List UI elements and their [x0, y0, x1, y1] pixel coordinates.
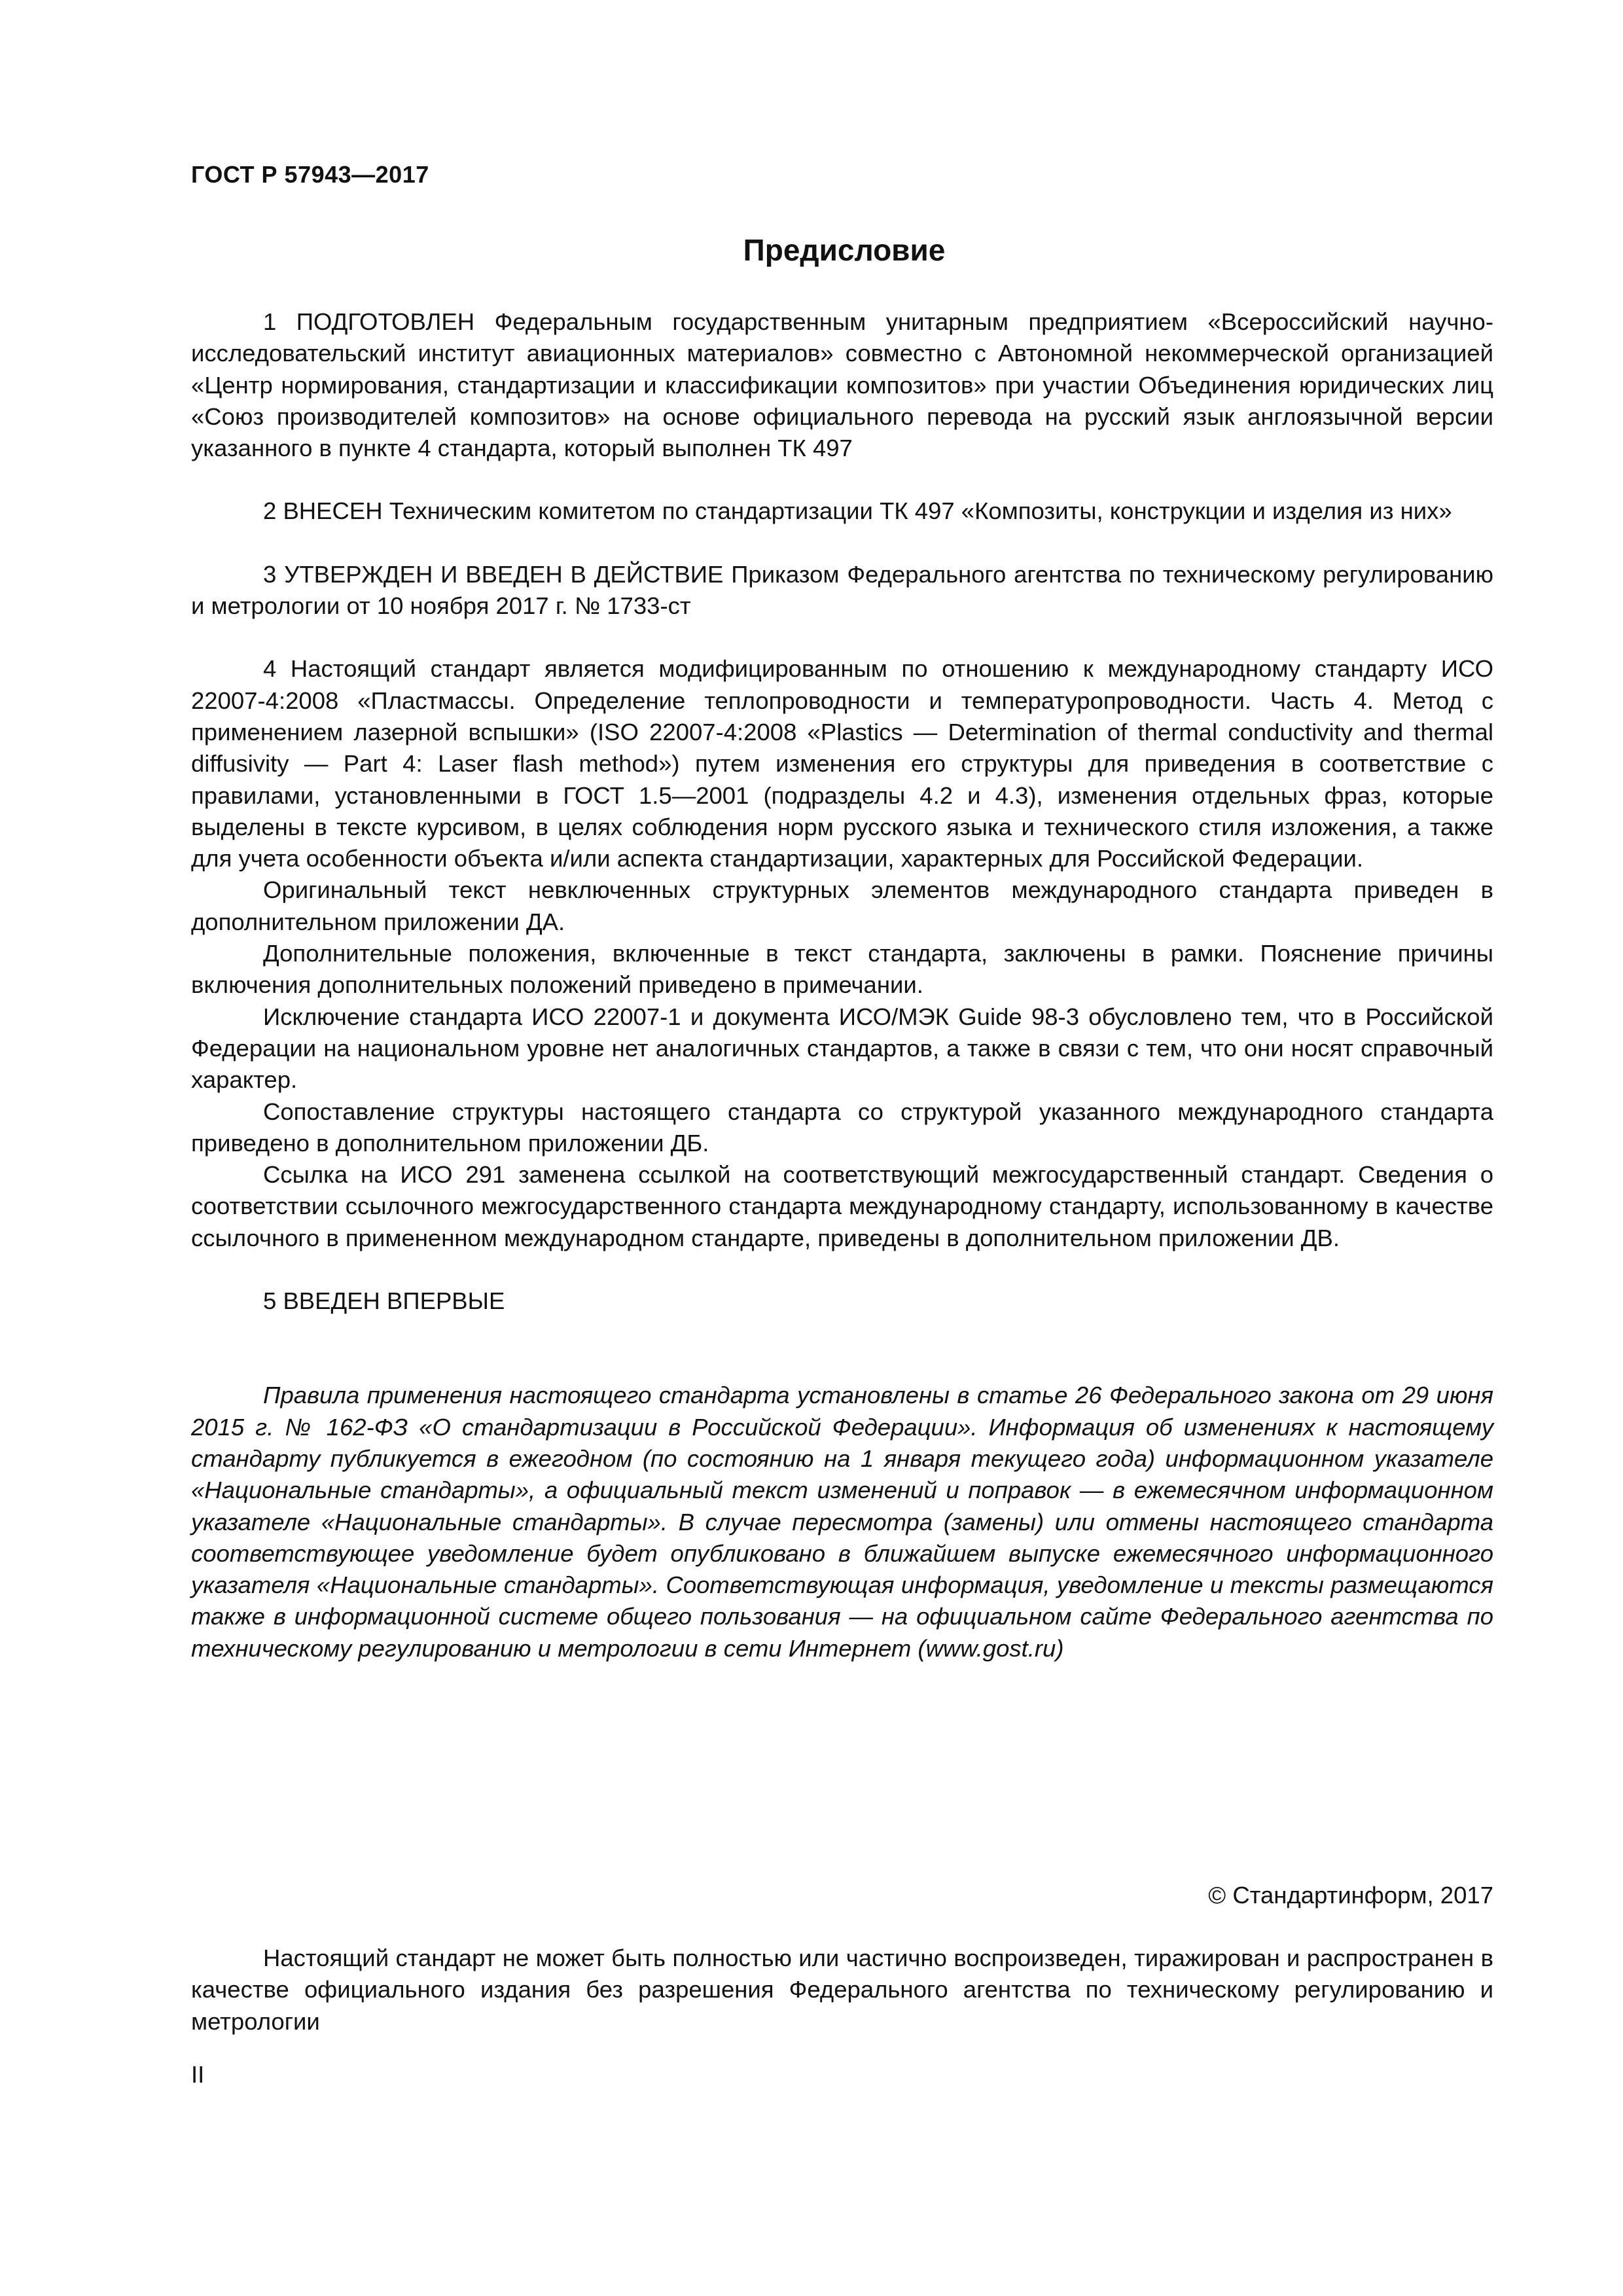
page-number: II	[191, 2061, 205, 2088]
section-title: Предисловие	[743, 233, 946, 267]
reproduction-notice	[191, 1943, 1493, 2037]
paragraph-introduced-first: 5 ВВЕДЕН ВПЕРВЫЕ	[263, 1287, 505, 1315]
paragraph-application-rules: Правила применения настоящего стандарта установлены в статье 26 Федерального закона от 29 июня 2015 г. № 162-ФЗ «О стандартизации в Российской Федерации». Информация об изменениях к настоящему стандарту публикуется в ежегодном (по состоянию на 1 января текущего года) информационном указателе «Национальные стандарты», а официальный текст изменений и поправок — в ежемесячном информационном указателе «Национальные стандарты». В случае пересмотра (замены) или отмены настоящего стандарта соответствующее уведомление будет опубликовано в ближайшем выпуске ежемесячного информационного указателя «Национальные стандарты». Соответствующая информация, уведомление и тексты размещаются также в информационной системе общего пользования — на официальном сайте Федерального агентства по техническому регулированию и метрологии в сети Интернет (www.gost.ru)	[191, 1382, 1493, 1662]
copyright-line: © Стандартинформ, 2017	[1208, 1882, 1493, 1909]
paragraph-reference-replacement: Ссылка на ИСО 291 заменена ссылкой на соответствующий межгосударственный стандарт. Сведения о соответствии ссылочного межгосударственного стандарта международному стандарту, использованному в качестве ссылочного в примененном международном стандарте, приведены в дополнительном приложении ДВ.	[191, 1161, 1493, 1251]
paragraph-introduced-by: 2 ВНЕСЕН Техническим комитетом по стандартизации ТК 497 «Композиты, конструкции и изделия из них»	[263, 497, 1452, 525]
paragraph-approved: 3 УТВЕРЖДЕН И ВВЕДЕН В ДЕЙСТВИЕ Приказом Федерального агентства по техническому регулированию и метрологии от 10 ноября 2017 г. № 1733-ст	[191, 560, 1493, 620]
paragraph-original-text: Оригинальный текст невключенных структурных элементов международного стандарта приведен в дополнительном приложении ДА.	[191, 876, 1493, 935]
standard-designation: ГОСТ Р 57943—2017	[191, 161, 429, 188]
paragraph-structure-comparison: Сопоставление структуры настоящего стандарта со структурой указанного международного стандарта приведено в дополнительном приложении ДБ.	[191, 1098, 1493, 1157]
paragraph-exclusion: Исключение стандарта ИСО 22007-1 и документа ИСО/МЭК Guide 98-3 обусловлено тем, что в Российской Федерации на национальном уровне нет аналогичных стандартов, а также в связи с тем, что они носят справочный характер.	[191, 1003, 1493, 1094]
foreword-body	[191, 306, 1493, 1664]
notice-text: Настоящий стандарт не может быть полностью или частично воспроизведен, тиражирован и распространен в качестве официального издания без разрешения Федерального агентства по техническому регулированию и метрологии	[191, 1945, 1493, 2035]
paragraph-additional-provisions: Дополнительные положения, включенные в текст стандарта, заключены в рамки. Пояснение причины включения дополнительных положений приведено в примечании.	[191, 940, 1493, 999]
paragraph-modification: 4 Настоящий стандарт является модифицированным по отношению к международному стандарту ИСО 22007-4:2008 «Пластмассы. Определение теплопроводности и температуропроводности. Часть 4. Метод с применением лазерной вспышки» (ISO 22007-4:2008 «Plastics — Determination of thermal conductivity and thermal diffusivity — Part 4: Laser flash method») путем изменения его структуры для приведения в соответствие с правилами, установленными в ГОСТ 1.5—2001 (подразделы 4.2 и 4.3), изменения отдельных фраз, которые выделены в тексте курсивом, в целях соблюдения норм русского языка и технического стиля изложения, а также для учета особенности объекта и/или аспекта стандартизации, характерных для Российской Федерации.	[191, 655, 1493, 872]
paragraph-prepared-by: 1 ПОДГОТОВЛЕН Федеральным государственным унитарным предприятием «Всероссийский научно-исследовательский институт авиационных материалов» совместно с Автономной некоммерческой организацией «Центр нормирования, стандартизации и классификации композитов» при участии Объединения юридических лиц «Союз производителей композитов» на основе официального перевода на русский язык англоязычной версии указанного в пункте 4 стандарта, который выполнен ТК 497	[191, 308, 1493, 462]
